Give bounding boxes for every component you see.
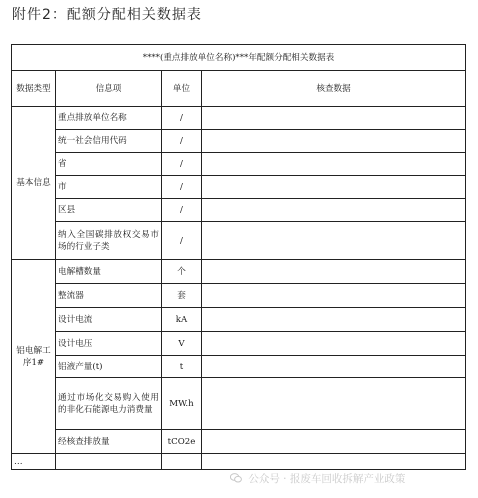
table-row bbox=[12, 430, 466, 454]
verified-data-cell[interactable] bbox=[202, 199, 466, 222]
info-item: 铝液产量(t) bbox=[56, 356, 162, 378]
unit-cell: kA bbox=[162, 308, 202, 332]
continuation-ellipsis: … bbox=[12, 454, 56, 470]
unit-cell: / bbox=[162, 130, 202, 153]
verified-data-cell[interactable] bbox=[202, 176, 466, 199]
verified-data-cell[interactable] bbox=[202, 356, 466, 378]
wechat-icon bbox=[230, 473, 245, 485]
table-title: ****(重点排放单位名称)***年配额分配相关数据表 bbox=[12, 45, 466, 71]
table-row bbox=[12, 107, 466, 130]
info-item: 统一社会信用代码 bbox=[56, 130, 162, 153]
header-info-item: 信息项 bbox=[56, 71, 162, 107]
header-data-type: 数据类型 bbox=[12, 71, 56, 107]
unit-cell: MW.h bbox=[162, 378, 202, 430]
info-item: 电解槽数量 bbox=[56, 260, 162, 284]
verified-data-cell[interactable] bbox=[202, 222, 466, 260]
verified-data-cell[interactable] bbox=[202, 130, 466, 153]
info-item: 纳入全国碳排放权交易市场的行业子类 bbox=[56, 222, 162, 260]
unit-cell: / bbox=[162, 199, 202, 222]
unit-cell: t bbox=[162, 356, 202, 378]
empty-cell bbox=[56, 454, 162, 470]
verified-data-cell[interactable] bbox=[202, 430, 466, 454]
table-row bbox=[12, 378, 466, 430]
table-row bbox=[12, 356, 466, 378]
verified-data-cell[interactable] bbox=[202, 107, 466, 130]
page-heading: 附件2：配额分配相关数据表 bbox=[12, 7, 202, 23]
info-item: 省 bbox=[56, 153, 162, 176]
category-aluminum-electrolysis: 铝电解工序1# bbox=[12, 260, 56, 454]
table-row bbox=[12, 260, 466, 284]
unit-cell: / bbox=[162, 176, 202, 199]
table-row bbox=[12, 222, 466, 260]
table-row bbox=[12, 332, 466, 356]
info-item: 设计电流 bbox=[56, 308, 162, 332]
verified-data-cell[interactable] bbox=[202, 378, 466, 430]
verified-data-cell[interactable] bbox=[202, 284, 466, 308]
table-row bbox=[12, 284, 466, 308]
unit-cell: 套 bbox=[162, 284, 202, 308]
header-unit: 单位 bbox=[162, 71, 202, 107]
unit-cell: 个 bbox=[162, 260, 202, 284]
table-row bbox=[12, 153, 466, 176]
table-row-continuation bbox=[12, 454, 466, 470]
info-item: 通过市场化交易购入使用的非化石能源电力消费量 bbox=[56, 378, 162, 430]
table-row bbox=[12, 308, 466, 332]
header-verified-data: 核查数据 bbox=[202, 71, 466, 107]
info-item: 整流器 bbox=[56, 284, 162, 308]
verified-data-cell[interactable] bbox=[202, 332, 466, 356]
table-row bbox=[12, 199, 466, 222]
unit-cell: V bbox=[162, 332, 202, 356]
table-row bbox=[12, 176, 466, 199]
info-item: 市 bbox=[56, 176, 162, 199]
info-item: 重点排放单位名称 bbox=[56, 107, 162, 130]
verified-data-cell[interactable] bbox=[202, 153, 466, 176]
table-row bbox=[12, 130, 466, 153]
verified-data-cell[interactable] bbox=[202, 260, 466, 284]
watermark-text: 公众号 · 报废车回收拆解产业政策 bbox=[248, 473, 406, 485]
quota-data-table bbox=[11, 44, 466, 470]
category-basic-info: 基本信息 bbox=[12, 107, 56, 260]
empty-cell bbox=[162, 454, 202, 470]
unit-cell: / bbox=[162, 107, 202, 130]
unit-cell: tCO2e bbox=[162, 430, 202, 454]
info-item: 区县 bbox=[56, 199, 162, 222]
info-item: 经核查排放量 bbox=[56, 430, 162, 454]
empty-cell bbox=[202, 454, 466, 470]
info-item: 设计电压 bbox=[56, 332, 162, 356]
watermark bbox=[230, 471, 405, 486]
unit-cell: / bbox=[162, 153, 202, 176]
unit-cell: / bbox=[162, 222, 202, 260]
verified-data-cell[interactable] bbox=[202, 308, 466, 332]
